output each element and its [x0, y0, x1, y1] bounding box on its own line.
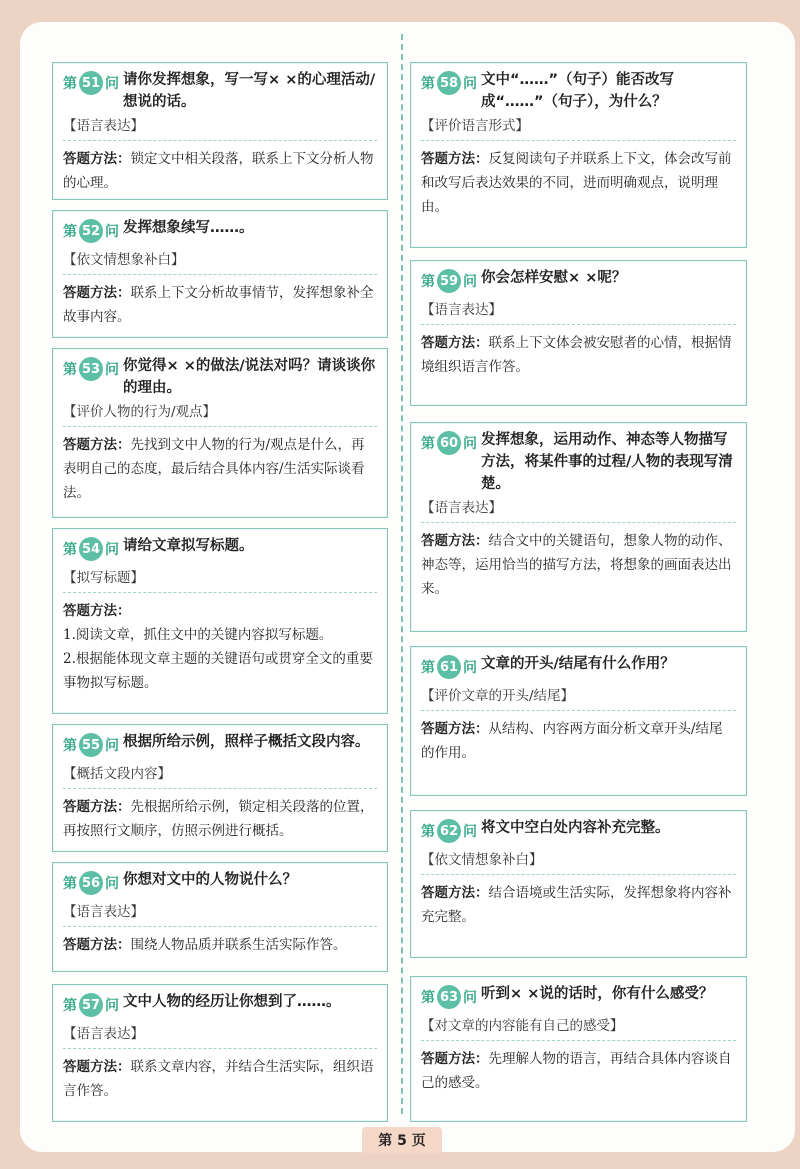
question-badge	[63, 71, 119, 95]
question-number: 56	[79, 871, 103, 895]
question-category: 【语言表达】	[63, 118, 144, 134]
question-number: 53	[79, 357, 103, 381]
question-number: 54	[79, 537, 103, 561]
badge-prefix: 第	[421, 824, 435, 840]
divider	[421, 324, 736, 325]
question-badge	[421, 819, 477, 843]
answer-label: 答题方法：	[63, 1059, 131, 1075]
answer-label: 答题方法：	[421, 151, 489, 167]
badge-suffix: 问	[105, 876, 119, 892]
question-category: 【依文情想象补白】	[63, 252, 185, 268]
answer-label: 答题方法：	[421, 885, 489, 901]
question-card-52	[52, 210, 388, 338]
badge-prefix: 第	[63, 998, 77, 1014]
question-category: 【评价文章的开头/结尾】	[421, 688, 575, 704]
question-card-63	[410, 976, 747, 1122]
question-text: 请给文章拟写标题。	[123, 538, 254, 554]
question-card-59	[410, 260, 747, 406]
answer-label: 答题方法：	[63, 437, 131, 453]
question-badge	[421, 269, 477, 293]
question-text: 发挥想象续写……。	[123, 220, 254, 236]
badge-prefix: 第	[421, 76, 435, 92]
answer-text: 联系上下文体会被安慰者的心情，根据情境组织语言作答。	[421, 335, 732, 375]
answer-method	[421, 529, 736, 601]
question-badge	[421, 71, 477, 95]
question-text: 文中“……”（句子）能否改写成“……”（句子），为什么？	[481, 72, 675, 110]
divider	[421, 1040, 736, 1041]
badge-suffix: 问	[105, 738, 119, 754]
badge-suffix: 问	[463, 660, 477, 676]
question-category: 【依文情想象补白】	[421, 852, 543, 868]
question-category: 【对文章的内容能有自己的感受】	[421, 1018, 624, 1034]
answer-text: 锁定文中相关段落，联系上下文分析人物的心理。	[63, 151, 374, 191]
badge-suffix: 问	[463, 436, 477, 452]
badge-prefix: 第	[63, 76, 77, 92]
divider	[63, 926, 377, 927]
answer-label: 答题方法：	[63, 285, 131, 301]
page-sheet	[20, 22, 795, 1152]
divider	[63, 140, 377, 141]
divider	[63, 274, 377, 275]
question-category: 【语言表达】	[63, 1026, 144, 1042]
question-card-61	[410, 646, 747, 796]
divider	[421, 710, 736, 711]
question-card-62	[410, 810, 747, 958]
answer-method	[63, 281, 377, 329]
question-badge	[63, 537, 119, 561]
divider	[421, 140, 736, 141]
question-card-53	[52, 348, 388, 518]
question-card-51	[52, 62, 388, 200]
question-badge	[421, 985, 477, 1009]
question-badge	[63, 357, 119, 381]
answer-method	[421, 717, 736, 765]
divider	[421, 522, 736, 523]
question-number: 58	[437, 71, 461, 95]
badge-prefix: 第	[421, 660, 435, 676]
question-category: 【语言表达】	[63, 904, 144, 920]
badge-suffix: 问	[105, 76, 119, 92]
question-text: 文章的开头/结尾有什么作用？	[481, 656, 675, 672]
answer-label: 答题方法：	[63, 151, 131, 167]
badge-prefix: 第	[63, 738, 77, 754]
badge-suffix: 问	[105, 998, 119, 1014]
question-badge	[63, 871, 119, 895]
question-card-60	[410, 422, 747, 632]
answer-text: 联系文章内容，并结合生活实际，组织语言作答。	[63, 1059, 374, 1099]
question-number: 52	[79, 219, 103, 243]
divider	[63, 1048, 377, 1049]
badge-suffix: 问	[463, 824, 477, 840]
answer-text: 联系上下文分析故事情节，发挥想象补全故事内容。	[63, 285, 374, 325]
answer-text: 先根据所给示例，锁定相关段落的位置，再按照行文顺序，仿照示例进行概括。	[63, 799, 374, 839]
question-badge	[421, 655, 477, 679]
question-number: 59	[437, 269, 461, 293]
badge-prefix: 第	[421, 274, 435, 290]
answer-method	[63, 795, 377, 843]
answer-label: 答题方法：	[63, 937, 131, 953]
question-number: 60	[437, 431, 461, 455]
badge-suffix: 问	[463, 76, 477, 92]
answer-label: 答题方法：	[63, 603, 131, 619]
question-text: 发挥想象，运用动作、神态等人物描写方法，将某件事的过程/人物的表现写清楚。	[481, 432, 733, 492]
question-text: 请你发挥想象，写一写× ×的心理活动/想说的话。	[123, 72, 376, 110]
question-number: 62	[437, 819, 461, 843]
badge-prefix: 第	[63, 542, 77, 558]
question-card-56	[52, 862, 388, 972]
divider	[63, 788, 377, 789]
answer-label: 答题方法：	[421, 335, 489, 351]
column-divider	[401, 34, 403, 1114]
answer-method	[63, 933, 377, 957]
question-number: 51	[79, 71, 103, 95]
question-category: 【评价人物的行为/观点】	[63, 404, 217, 420]
badge-suffix: 问	[463, 990, 477, 1006]
question-card-54	[52, 528, 388, 714]
answer-text: 从结构、内容两方面分析文章开头/结尾的作用。	[421, 721, 723, 761]
badge-prefix: 第	[421, 436, 435, 452]
question-text: 文中人物的经历让你想到了……。	[123, 994, 341, 1010]
question-text: 根据所给示例，照样子概括文段内容。	[123, 734, 370, 750]
answer-method	[63, 1055, 377, 1103]
question-number: 57	[79, 993, 103, 1017]
answer-text: 结合语境或生活实际，发挥想象将内容补充完整。	[421, 885, 732, 925]
question-badge	[63, 993, 119, 1017]
question-category: 【概括文段内容】	[63, 766, 171, 782]
badge-suffix: 问	[463, 274, 477, 290]
divider	[421, 874, 736, 875]
answer-method	[421, 147, 736, 219]
answer-method	[63, 147, 377, 195]
answer-method	[421, 331, 736, 379]
answer-text: 结合文中的关键语句，想象人物的动作、神态等，运用恰当的描写方法，将想象的画面表达出来。	[421, 533, 732, 597]
question-badge	[63, 219, 119, 243]
badge-prefix: 第	[421, 990, 435, 1006]
answer-step-2: 2.根据能体现文章主题的关键语句或贯穿全文的重要事物拟写标题。	[63, 651, 373, 691]
answer-text: 先理解人物的语言，再结合具体内容谈自己的感受。	[421, 1051, 732, 1091]
page-number: 第 5 页	[362, 1127, 442, 1153]
question-card-57	[52, 984, 388, 1122]
answer-method	[63, 599, 377, 695]
question-number: 61	[437, 655, 461, 679]
question-category: 【拟写标题】	[63, 570, 144, 586]
question-text: 将文中空白处内容补充完整。	[481, 820, 670, 836]
question-badge	[421, 431, 477, 455]
badge-prefix: 第	[63, 362, 77, 378]
answer-method	[421, 1047, 736, 1095]
answer-label: 答题方法：	[421, 1051, 489, 1067]
divider	[63, 426, 377, 427]
question-badge	[63, 733, 119, 757]
answer-method	[421, 881, 736, 929]
question-number: 63	[437, 985, 461, 1009]
answer-label: 答题方法：	[421, 533, 489, 549]
answer-text: 反复阅读句子并联系上下文，体会改写前和改写后表达效果的不同，进而明确观点，说明理由。	[421, 151, 732, 215]
badge-prefix: 第	[63, 876, 77, 892]
badge-suffix: 问	[105, 542, 119, 558]
question-number: 55	[79, 733, 103, 757]
badge-prefix: 第	[63, 224, 77, 240]
answer-label: 答题方法：	[63, 799, 131, 815]
question-text: 你会怎样安慰× ×呢？	[481, 270, 627, 286]
question-category: 【语言表达】	[421, 302, 502, 318]
question-card-58	[410, 62, 747, 248]
divider	[63, 592, 377, 593]
question-text: 你想对文中的人物说什么？	[123, 872, 297, 888]
answer-step-1: 1.阅读文章，抓住文中的关键内容拟写标题。	[63, 627, 333, 643]
question-category: 【评价语言形式】	[421, 118, 529, 134]
answer-text: 先找到文中人物的行为/观点是什么，再表明自己的态度，最后结合具体内容/生活实际谈看法。	[63, 437, 365, 501]
answer-text: 围绕人物品质并联系生活实际作答。	[130, 937, 347, 953]
answer-method	[63, 433, 377, 505]
question-card-55	[52, 724, 388, 852]
question-text: 你觉得× ×的做法/说法对吗？请谈谈你的理由。	[123, 358, 376, 396]
badge-suffix: 问	[105, 362, 119, 378]
answer-label: 答题方法：	[421, 721, 489, 737]
badge-suffix: 问	[105, 224, 119, 240]
question-text: 听到× ×说的话时，你有什么感受？	[481, 986, 714, 1002]
question-category: 【语言表达】	[421, 500, 502, 516]
